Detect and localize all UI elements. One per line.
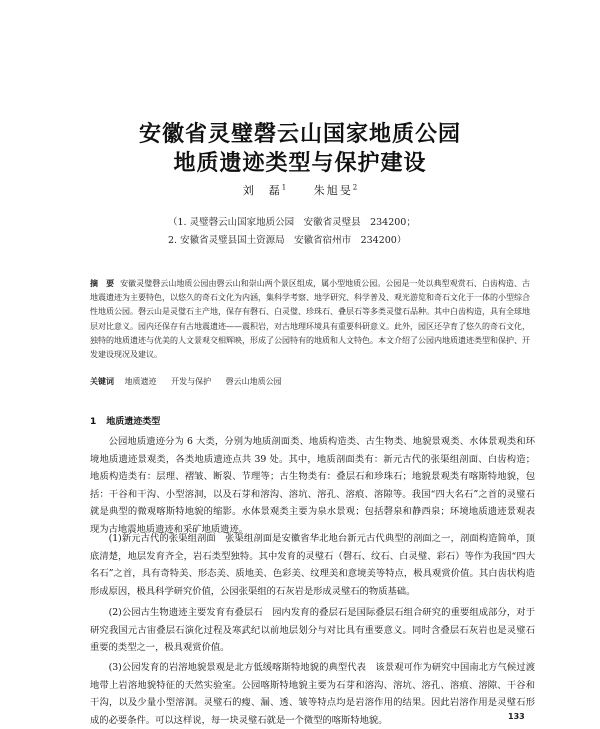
body-paragraph: (3)公园发育的岩溶地貌景观是北方低缓喀斯特地貌的典型代表 该景观可作为研究中国南北方气候过渡地带上岩溶地貌特征的天然实验室。公园喀斯特地貌主要为石芽和溶沟、溶坑、溶孔、溶痕、溶隙、干谷和干沟，以及少量小型溶洞。灵璧石的瘦、漏、透、皱等特点均是岩溶作用的结果。因此岩溶作用是灵璧石形成的必要条件。可以这样说，每一块灵璧石就是一个微型的喀斯特地貌。 — [90, 662, 535, 726]
keyword: 开发与保护 — [171, 377, 212, 386]
section-number: 1 — [90, 417, 97, 427]
body-paragraph: 公园地质遗迹分为 6 大类，分别为地质剖面类、地质构造类、古生物类、地貌景观类、水体景观类和环境地质遗迹景观类，各类地质遗迹点共 39 处。其中，地质剖面类有：新元古代的张渠组剖面、白齿构造；地质构造类有：层理、褶皱、断裂、节理等；古生物类有：叠层石和珍珠石；地貌景观类有喀斯特地貌，包括：干谷和干沟、小型溶洞，以及石芽和溶沟、溶坑、溶孔、溶痕、溶隙等。我国“四大名石”之首的灵璧石就是典型的微观喀斯特地貌的缩影。水体景观类主要为泉水景观；包括磬泉和静西泉；环境地质遗迹景观表现为古地震地质遗迹和采矿地质遗迹。 — [90, 436, 535, 535]
page-number: 133 — [508, 712, 525, 721]
author-sup: 2 — [352, 183, 358, 192]
body-paragraph: (2)公园古生物遗迹主要发育有叠层石 园内发育的叠层石是国际叠层石组合研究的重要组成部分，对于研究我国元古宙叠层石演化过程及寒武纪以前地层划分与对比具有重要意义。同时含叠层石灰岩也是灵璧石重要的类型之一，极具观赏价值。 — [90, 607, 535, 654]
body-paragraph: (1)新元古代的张渠组剖面 张渠组剖面是安徽省华北地台新元古代典型的剖面之一，剖面构造简单，顶底清楚，地层发育齐全，岩石类型独特。其中发育的灵璧石（磬石、纹石、白灵璧、彩石）等作为我国“四大名石”之首，具有奇特美、形态美、质地美、色彩美、纹理美和意境美等特点，极具观赏价值。其白齿状构造形成原因，极具科学研究价值，公园张渠组的石灰岩是形成灵璧石的物质基础。 — [90, 533, 535, 597]
title-line-1: 安徽省灵璧磬云山国家地质公园 — [138, 122, 461, 147]
section-heading — [90, 414, 160, 427]
affiliation: 2. 安徽省灵璧县国土资源局 安徽省宿州市 234200） — [168, 235, 407, 246]
section-title: 地质遗迹类型 — [106, 417, 161, 427]
abstract — [90, 276, 530, 362]
author-sup: 1 — [281, 183, 287, 192]
abstract-label: 摘 要 — [90, 278, 115, 288]
author-name: 朱旭旻 — [313, 184, 353, 197]
author-name: 刘 磊 — [242, 184, 282, 197]
keywords — [90, 376, 530, 387]
abstract-text: 安徽灵璧磬云山地质公园由磬云山和崇山两个景区组成，属小型地质公园。公园是一处以典型观赏石、白齿构造、古地震遗迹为主要特色，以悠久的奇石文化为内涵，集科学考察、地学研究、科学普及、观光游览和奇石文化于一体的小型综合性地质公园。磬云山是灵璧石主产地，保存有磬石、白灵璧、珍珠石、叠层石等多类灵璧石品种。其中白齿构造，具有全球地层对比意义。园内还保存有古地震遗迹——震积岩，对古地理环境具有重要科研意义。此外，园区还孕育了悠久的奇石文化，独特的地质遗迹与优美的人文景观交相辉映，形成了公园特有的地质和人文特色。本文介绍了公园内地质遗迹类型和保护、开发建设现况及建议。 — [90, 279, 531, 360]
affiliation: （1. 灵璧磬云山国家地质公园 安徽省灵璧县 234200； — [168, 217, 416, 228]
authors — [0, 182, 600, 198]
keyword: 地质遗迹 — [124, 377, 157, 386]
keywords-label: 关键词 — [90, 376, 114, 386]
title-line-2: 地质遗迹类型与保护建设 — [173, 151, 427, 176]
keyword: 磬云山地质公园 — [225, 377, 282, 386]
